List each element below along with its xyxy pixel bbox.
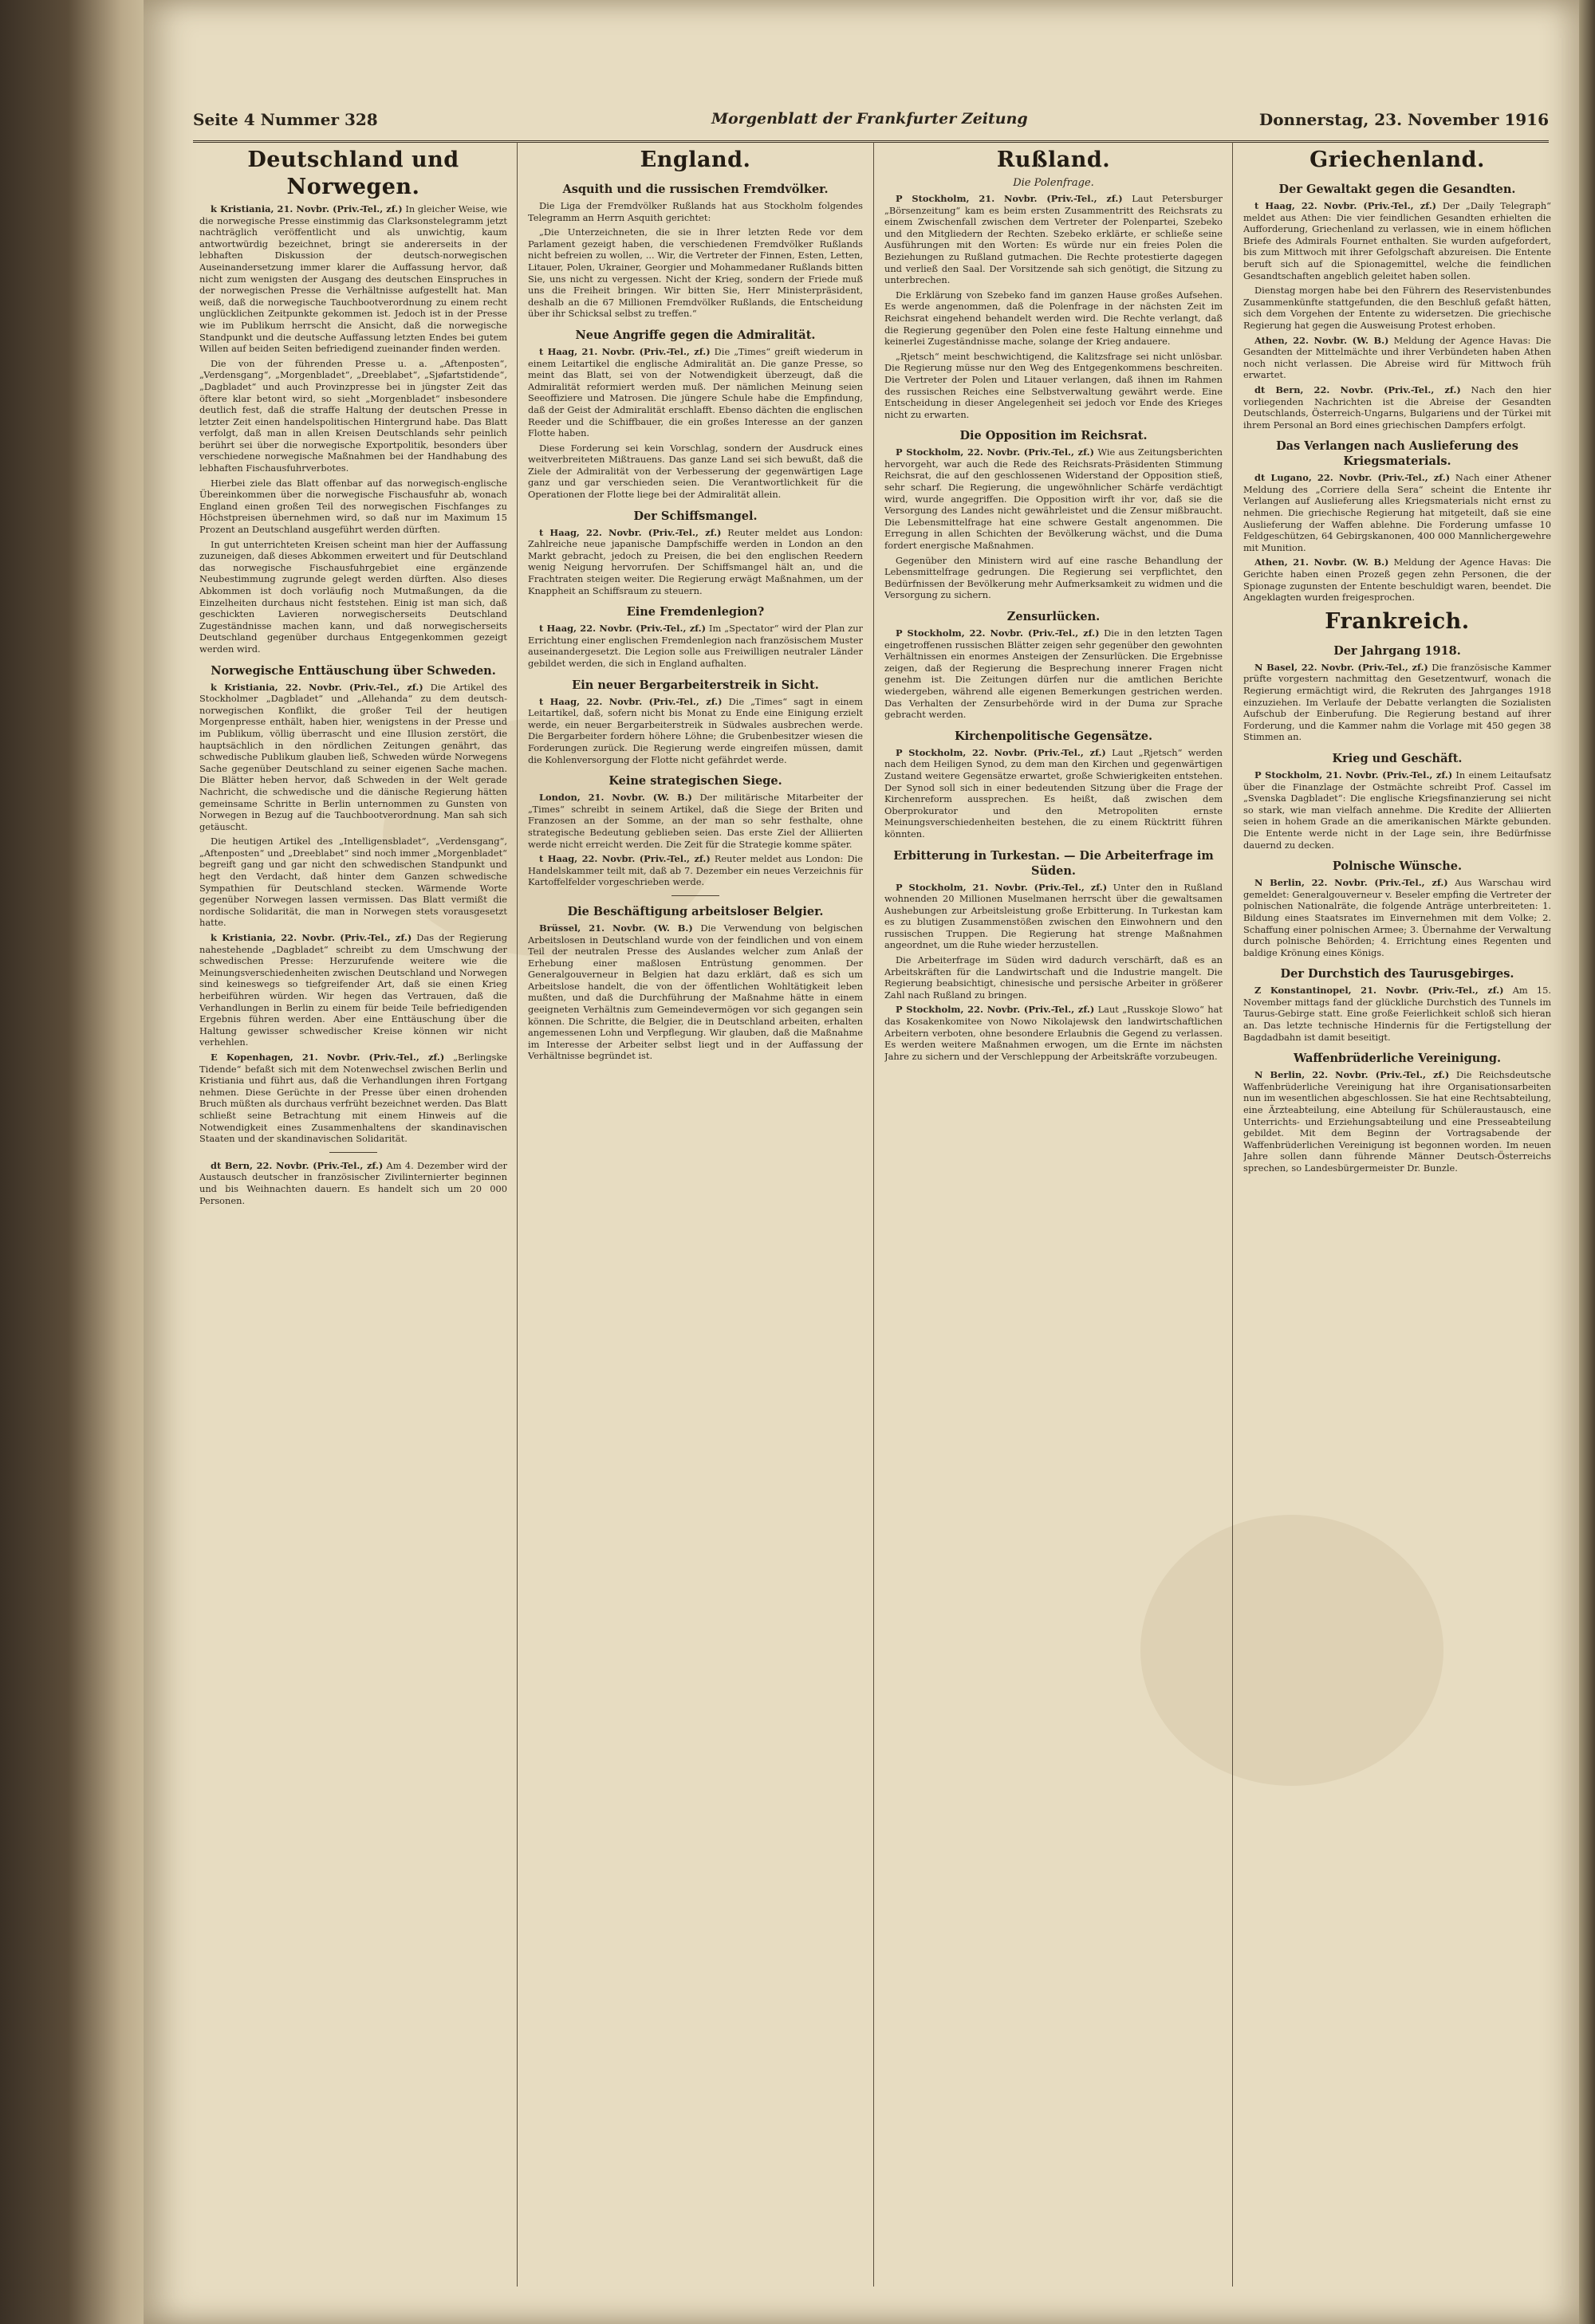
dateline: k Kristiania, 21. Novbr. (Priv.-Tel., zf.) [211, 203, 403, 214]
article-paragraph: „Rjetsch“ meint beschwichtigend, die Kalitzsfrage sei nicht unlösbar. Die Regierung müsse nur den Weg des Entgegenkommens beschreiten. Die Vertreter der Polen und Litauer verlangen, daß ihnen im Rahmen des russischen Reiches eine Selbstverwaltung gewährt werde. Eine Entscheidung in dieser Angelegenheit sei jedoch vor Ende des Krieges nicht zu erwarten. [884, 350, 1223, 420]
article-paragraph: Die von der führenden Presse u. a. „Aftenposten“, „Verdensgang“, „Morgenbladet“, „Dreeblabet“, „Sjøfartstidende“, „Dagbladet“ und auch Provinzpresse bei in jüngster Zeit das öftere klar betont wird, so sieht „Morgenbladet“ insbesondere deutlich fest, daß die straffe Haltung der deutschen Presse in letzter Zeit einen handelspolitischen Hintergrund habe. Das Blatt verfolgt, daß man in allen Kreisen Deutschlands sehr peinlich berührt sei über die norwegische Exportpolitik, besonders über verschiedene norwegische Maßnahmen bei der Handhabung des lebhaften Fischausfuhrverbotes. [199, 357, 507, 474]
article-text: Reuter meldet aus London: Die Handelskammer teilt mit, daß ab 7. Dezember ein neues Verzeichnis für Kartoffelfelder vorgeschrieben werde. [528, 853, 863, 888]
newspaper-name: Morgenblatt der Frankfurter Zeitung [711, 110, 1028, 128]
article-paragraph [199, 932, 507, 1048]
column-1 [199, 142, 507, 2295]
article-paragraph [884, 882, 1223, 952]
column-rule [1232, 142, 1233, 2287]
article-paragraph: Dienstag morgen habe bei den Führern des Reservistenbundes Zusammenkünfte stattgefunden, die den Beschluß gefaßt hätten, sich dem Vorgehen der Entente zu widersetzen. Die griechische Regierung hat gegen die Ausweisung Protest erhoben. [1243, 285, 1551, 331]
article-paragraph [528, 527, 863, 597]
dateline: P Stockholm, 21. Novbr. (Priv.-Tel., zf.) [896, 881, 1108, 893]
dateline: N Basel, 22. Novbr. (Priv.-Tel., zf.) [1254, 661, 1428, 673]
article-text: Laut Petersburger „Börsenzeitung“ kam es beim ersten Zusammentritt des Reichsrats zu einem Zwischenfall zwischen dem Vertreter der Polenpartei, Szebeko und den Mitgliedern der Rechten. Szebeko erklärte, er schließe seine Ausführungen mit den Worten: Es würde nur ein freies Polen die Beziehungen zu Rußland gutmachen. Die Rechte protestierte dagegen und verließ den Saal. Der Vorsitzende sah sich genötigt, die Sitzung zu unterbrechen. [884, 193, 1223, 286]
subheadline-enttaeuschung: Norwegische Enttäuschung über Schweden. [211, 663, 496, 678]
article-text: Das der Regierung nahestehende „Dagbladet“ schreibt zu dem Umschwung der schwedischen Presse: Herzurufende weitere wie die Meinungsverschiedenheiten zwischen Deutschland und Norwegen sind keineswegs so tiefgreifender Art, daß sie einen Krieg herbeiführen würden. Wir hegen das Vertrauen, daß die Verhandlungen in Berlin zu einem für beide Teile befriedigenden Ergebnis führen werden. Aber eine Enttäuschung über die Haltung gewisser schwedischer Kreise können wir nicht verhehlen. [199, 932, 507, 1048]
issue-date: Donnerstag, 23. November 1916 [1258, 110, 1549, 129]
page-number: Seite 4 Nummer 328 [193, 110, 378, 129]
subheadline-polnische-wuensche: Polnische Wünsche. [1332, 859, 1463, 874]
headline-deutschland-norwegen: Deutschland und Norwegen. [247, 147, 459, 199]
subheadline-waffenbrueder: Waffenbrüderliche Vereinigung. [1293, 1052, 1502, 1066]
article-paragraph: Diese Forderung sei kein Vorschlag, sondern der Ausdruck eines weitverbreiteten Mißtrauens. Das ganze Land sei sich bewußt, daß die Ziele der Admiralität von der Verbesserung der gegenwärtigen Lage ganz und gar verschieden seien. Die Verantwortlichkeit für die Operationen der Flotte liege bei der Admiralität allein. [528, 442, 863, 501]
article-paragraph [1243, 472, 1551, 553]
article-paragraph [1243, 556, 1551, 603]
article-text: Am 15. November mittags fand der glückliche Durchstich des Tunnels im Taurus-Gebirge statt. Eine große Feierlichkeit schloß sich hieran an. Das letzte technische Hindernis für die Fertigstellung der Bagdadbahn ist damit beseitigt. [1243, 985, 1551, 1043]
article-paragraph [528, 623, 863, 669]
article-text: Laut „Rjetsch“ werden nach dem Heiligen Synod, zu dem man den Kirchen und gegenwärtigen Zustand weitere Gegensätze erwartet, große Schwierigkeiten entstehen. Der Synod soll sich in einer bedeutenden Sitzung über die Frage der Kirchenreform aussprechen. Es heißt, daß zwischen dem Oberprokurator und den Metropoliten ernste Meinungsverschiedenheiten bestehen, die zu einem Rücktritt führen könnten. [884, 746, 1223, 840]
dateline: Brüssel, 21. Novbr. (W. B.) [539, 922, 693, 934]
column-rule [517, 142, 518, 2287]
article-paragraph [1243, 985, 1551, 1043]
article-paragraph [199, 682, 507, 833]
headline-griechenland: Griechenland. [1309, 147, 1485, 172]
subheadline-turkestan: Erbitterung in Turkestan. — Die Arbeiterfrage im Süden. [893, 848, 1214, 878]
dateline: N Berlin, 22. Novbr. (Priv.-Tel., zf.) [1254, 1069, 1450, 1081]
headline-frankreich: Frankreich. [1325, 608, 1470, 634]
article-paragraph [884, 193, 1223, 286]
subheadline-jahrgang: Der Jahrgang 1918. [1333, 643, 1461, 658]
separator [329, 1152, 377, 1153]
dateline: t Haag, 21. Novbr. (Priv.-Tel., zf.) [539, 345, 711, 357]
dateline: k Kristiania, 22. Novbr. (Priv.-Tel., zf.) [211, 681, 423, 693]
dateline: k Kristiania, 22. Novbr. (Priv.-Tel., zf.) [211, 932, 412, 944]
column-4 [1243, 142, 1551, 2295]
subheadline-asquith: Asquith und die russischen Fremdvölker. [562, 183, 829, 196]
dateline: t Haag, 22. Novbr. (Priv.-Tel., zf.) [539, 623, 707, 635]
article-paragraph [1243, 877, 1551, 958]
dateline: t Haag, 22. Novbr. (Priv.-Tel., zf.) [539, 526, 722, 538]
dateline: t Haag, 22. Novbr. (Priv.-Tel., zf.) [1254, 200, 1437, 211]
subheadline-admiralitaet: Neue Angriffe gegen die Admiralität. [575, 328, 816, 342]
dateline: t Haag, 22. Novbr. (Priv.-Tel., zf.) [539, 695, 723, 707]
subheadline-krieg-geschaeft: Krieg und Geschäft. [1332, 751, 1463, 765]
article-paragraph: Gegenüber den Ministern wird auf eine rasche Behandlung der Lebensmittelfrage gedrungen. Die Regierung sei verpflichtet, den Bedürfnissen der Bevölkerung mehr Aufmerksamkeit zu widmen und die Versorgung zu sichern. [884, 554, 1223, 601]
article-paragraph: Die heutigen Artikel des „Intelligensbladet“, „Verdensgang“, „Aftenposten“ und „Dreeblabet“ sind noch immer „Morgenbladet“ begreift gang und gar nicht den schwedischen Standpunkt und hegt den Verdacht, daß hinter dem Ganzen schwedische Sympathien für Deutschland stecken. Wärmende Worte gegenüber Norwegen lassen vermissen. Das Blatt vermißt die nordische Solidarität, die man in Norwegen stets vorausgesetzt hatte. [199, 836, 507, 929]
book-binding-edge [0, 0, 152, 2324]
separator [671, 895, 719, 896]
article-text: Die französische Kammer prüfte vorgestern nachmittag den Gesetzentwurf, wonach die Regierung ermächtigt wird, die Rekruten des Jahrganges 1918 einzuziehen. Im Verlaufe der Debatte verlangten die Sozialisten Aufschub der Einberufung. Die Regierung bestand auf ihrer Forderung, und die Kammer nahm die Vorlage mit 450 gegen 38 Stimmen an. [1243, 661, 1551, 743]
article-text: Der „Daily Telegraph“ meldet aus Athen: Die vier feindlichen Gesandten erhielten die Aufforderung, Griechenland zu verlassen, wie in einem höflichen Briefe des Admirals Fournet enthalten. Sie wurden aufgefordert, bis zum Mittwoch mit ihrer Gefolgschaft abzureisen. Die Entente beruft sich auf die Spionagemittel, welche die feindlichen Gesandtschaften angeblich geleitet haben sollen. [1243, 200, 1551, 281]
article-text: „Berlingske Tidende“ befaßt sich mit dem Notenwechsel zwischen Berlin und Kristiania und führt aus, daß die Verhandlungen ihren Fortgang nehmen. Diese Gerüchte in der Presse über einen drohenden Bruch müßten als durchaus verfrüht bezeichnet werden. Das Blatt schließt seine Betrachtung mit einem Hinweis auf die Notwendigkeit eines Zusammenhaltens der skandinavischen Staaten und der skandinavischen Solidarität. [199, 1051, 507, 1145]
article-text: Nach den hier vorliegenden Nachrichten ist die Abreise der Gesandten Deutschlands, Österreich-Ungarns, Bulgariens und der Türkei mit ihrem Personal an Bord eines griechischen Dampfers erfolgt. [1243, 383, 1551, 431]
dateline: dt Lugano, 22. Novbr. (Priv.-Tel., zf.) [1254, 472, 1451, 484]
subheadline-bergarbeiterstreik: Ein neuer Bergarbeiterstreik in Sicht. [572, 678, 819, 692]
dateline: Athen, 21. Novbr. (W. B.) [1254, 556, 1389, 568]
article-text: Die Reichsdeutsche Waffenbrüderliche Vereinigung hat ihre Organisationsarbeiten nun im wesentlichen abgeschlossen. Sie hat eine Rechtsabteilung, eine Ärzteabteilung, eine Abteilung für Schüleraustausch, eine Unterrichts- und Erziehungsabteilung und eine Presseabteilung gebildet. Mit dem Beginn der Vortragsabende der Waffenbrüderlichen Vereinigung ist begonnen worden. Im neuen Jahre sollen dann führende Männer Deutsch-Österreichs sprechen, so Landesbürgermeister Dr. Bunzle. [1243, 1069, 1551, 1174]
article-paragraph [1243, 769, 1551, 851]
article-paragraph: Die Erklärung von Szebeko fand im ganzen Hause großes Aufsehen. Es werde angenommen, daß die Polenfrage in der nächsten Zeit im Reichsrat eingehend behandelt werden wird. Die Rechte verlangt, daß die Regierung gegenüber den Polen eine feste Haltung einnehme und keinerlei Zugeständnisse mache, solange der Krieg andauere. [884, 289, 1223, 348]
subheadline-kirchenpolitik: Kirchenpolitische Gegensätze. [954, 729, 1152, 743]
article-paragraph [528, 346, 863, 439]
subheadline-schiffsmangel: Der Schiffsmangel. [633, 509, 758, 523]
article-text: Der militärische Mitarbeiter der „Times“ schreibt in seinem Artikel, daß die Siege der Briten und Franzosen an der Somme, an der man so sehr festhalte, ohne strategische Bedeutung geblieben seien. Das erste Ziel der Alliierten werde nicht erreicht werden. Die Zeit für die Strategie komme später. [528, 792, 863, 850]
dateline: t Haag, 22. Novbr. (Priv.-Tel., zf.) [539, 853, 711, 865]
column-3 [884, 142, 1223, 2295]
article-paragraph: Die Arbeiterfrage im Süden wird dadurch verschärft, daß es an Arbeitskräften für die Landwirtschaft und die Industrie mangelt. Die Regierung beabsichtigt, chinesische und persische Arbeiter in größerer Zahl nach Rußland zu bringen. [884, 954, 1223, 1001]
subheadline-belgier: Die Beschäftigung arbeitsloser Belgier. [567, 904, 824, 918]
article-paragraph [884, 446, 1223, 551]
dateline: P Stockholm, 22. Novbr. (Priv.-Tel., zf.) [896, 746, 1106, 758]
article-text: Am 4. Dezember wird der Austausch deutscher in französischer Zivilinternierter beginnen und bis Weihnachten dauern. Es handelt sich um 20 000 Personen. [199, 1159, 507, 1206]
dateline: Athen, 22. Novbr. (W. B.) [1254, 334, 1389, 346]
article-paragraph [528, 792, 863, 850]
dateline: dt Bern, 22. Novbr. (Priv.-Tel., zf.) [1254, 383, 1461, 395]
article-paragraph: „Die Unterzeichneten, die sie in Ihrer letzten Rede vor dem Parlament gezeigt haben, die verschiedenen Fremdvölker Rußlands nicht befreien zu wollen, ... Wir, die Vertreter der Finnen, Esten, Letten, Litauer, Polen, Ukrainer, Georgier und Mohammedaner Rußlands bitten Sie, uns nicht zu vergessen. Nicht der Krieg, sondern der Friede muß uns die Freiheit bringen. Wir bitten Sie, Herr Ministerpräsident, deshalb an die 67 Millionen Fremdvölker Rußlands, die Entscheidung über ihr Schicksal selbst zu treffen.“ [528, 226, 863, 320]
article-paragraph [528, 696, 863, 766]
dateline: P Stockholm, 21. Novbr. (Priv.-Tel., zf.) [896, 193, 1123, 204]
masthead [193, 108, 1549, 143]
subheadline-fremdenlegion: Eine Fremdenlegion? [626, 605, 765, 619]
article-paragraph [199, 203, 507, 355]
article-paragraph: Die Liga der Fremdvölker Rußlands hat aus Stockholm folgendes Telegramm an Herrn Asquith gerichtet: [528, 200, 863, 223]
column-2 [528, 142, 863, 2295]
article-text: Die Artikel des Stockholmer „Dagbladet“ und „Allehanda“ zu dem deutsch-norwegischen Konflikt, die großer Teil der heutigen Morgenpresse enthält, haben hier, wenigstens in der Presse und im Publikum, völlig überrascht und eine Illusion zerstört, die hauptsächlich in den nördlichen Zeitungen genährt, das schwedische Publikum glauben ließ, Schweden würde Norwegens Sache gegenüber Deutschland zu seiner eigenen Sache machen. Die Blätter heben hervor, daß Schweden in der Welt gerade Nachricht, die schwedische und die dänische Regierung hätten gemeinsame Schritte in Berlin unternommen zu Gunsten von Norwegen in Bezug auf die Tauchbootverordnung. Man sah sich getäuscht. [199, 681, 507, 832]
article-text: In gleicher Weise, wie die norwegische Presse einstimmig das Clarksonstelegramm jetzt nachträglich veröffentlicht und als unwichtig, kaum antwortwürdig bezeichnet, bringt sie andererseits in der lebhaften Diskussion der deutsch-norwegischen Auseinandersetzung immer klarer die Auffassung hervor, daß nicht zum wenigsten der Ausgang des deutschen Einspruches in der norwegischen Presse die Verhältnisse aufgestellt hat. Man weiß, daß die norwegische Tauchbootverordnung zu einem recht unglücklichen Zeitpunkte gekommen ist. Jedoch ist in der Presse wie im Publikum herrscht die Ansicht, daß die norwegische Standpunkt und die deutsche Auffassung letzten Endes bei gutem Willen auf beiden Seiten befriedigend zueinander finden werden. [199, 203, 507, 355]
article-paragraph: In gut unterrichteten Kreisen scheint man hier der Auffassung zuzuneigen, daß dieses Abkommen erweitert und für Deutschland das norwegische Fischausfuhrgebiet eine ergänzende Neubestimmung zugrunde gelegt werden dürften. Also dieses Abkommen ist doch vorläufig noch Mutmaßungen, da die Einzelheiten durchaus nicht feststehen. Einig ist man sich, daß geschickten Lavieren norwegischerseits Deutschland Zugeständnisse machen kann, und daß norwegischerseits Deutschland gegenüber durchaus Entgegenkommen gezeigt werden wird. [199, 538, 507, 655]
article-paragraph [1243, 200, 1551, 281]
article-text: In einem Leitaufsatz über die Finanzlage der Ostmächte schreibt Prof. Cassel im „Svenska Dagbladet“: Die englische Kriegsfinanzierung sei nicht so stark, wie man vielfach annehme. Die Kredite der Alliierten seien in hohem Grade an die amerikanischen Märkte gebunden. Die Entente werde nicht in der Lage sein, ihre Bedürfnisse dauernd zu decken. [1243, 769, 1551, 851]
article-text: Nach einer Athener Meldung des „Corriere della Sera“ scheint die Entente ihr Verlangen auf Auslieferung alles Kriegsmaterials nicht ernst zu nehmen. Die griechische Regierung hat mitgeteilt, daß sie eine Auslieferung der Waffen ablehne. Die Forderung umfasse 10 Feldgeschützen, 64 Gebirgskanonen, 400 000 Mannlichergewehre mit Munition. [1243, 472, 1551, 553]
subheadline-polenfrage: Die Polenfrage. [1013, 177, 1094, 189]
dateline: London, 21. Novbr. (W. B.) [539, 792, 692, 804]
subheadline-kriegsmaterial: Das Verlangen nach Auslieferung des Kriegsmaterials. [1276, 439, 1518, 469]
article-text: Die „Times“ sagt in einem Leitartikel, daß, sofern nicht bis Monat zu Ende eine Einigung erzielt werde, ein neuer Bergarbeiterstreik in Südwales ausbrechen werde. Die Bergarbeiter fordern höhere Löhne; die Grubenbesitzer wiesen die Forderungen zurück. Die Regierung werde eingreifen müssen, damit die Kohlenversorgung der Flotte nicht gefährdet werde. [528, 695, 863, 765]
article-text: Laut „Russkoje Slowo“ hat das Kosakenkomitee von Nowo Nikolajewsk den landwirtschaftlichen Arbeitern verboten, ohne besondere Erlaubnis die Gegend zu verlassen. Es werden weitere Maßnahmen erwogen, um die Ernte im nächsten Jahre zu sichern und der Verschleppung der Arbeitskräfte vorzubeugen. [884, 1004, 1223, 1062]
article-text: Die „Times“ greift wiederum in einem Leitartikel die englische Admiralität an. Die ganze Presse, so meint das Blatt, sei von der Notwendigkeit überzeugt, daß die Admiralität reformiert werden muß. Der nämlichen Meinung seien Seeoffiziere und Matrosen. Die jüngere Schule habe die Empfindung, daß der Geist der Admiralität erschlafft. Ebenso dächten die englischen Reeder und die Schiffbauer, die ein großes Interesse an der ganzen Flotte haben. [528, 345, 863, 439]
dateline: P Stockholm, 22. Novbr. (Priv.-Tel., zf.) [896, 1004, 1095, 1016]
article-text: Reuter meldet aus London: Zahlreiche neue japanische Dampfschiffe werden in London an den Markt gebracht, jedoch zu Preisen, die bei den englischen Reedern wenig Neigung hervorrufen. Der Schiffsmangel hält an, und die Frachtraten steigen weiter. Die Regierung erwägt Maßnahmen, um der Knappheit an Schiffsraum zu steuern. [528, 526, 863, 596]
article-text: Aus Warschau wird gemeldet: Generalgouverneur v. Beseler empfing die Vertreter der polnischen Nationalräte, die folgende Anträge unterbreiteten: 1. Bildung eines Staatsrates im Einvernehmen mit dem Volke; 2. Schaffung einer polnischen Armee; 3. Übernahme der Verwaltung durch polnische Behörden; 4. Errichtung eines Regenten und baldige Krönung eines Königs. [1243, 877, 1551, 958]
subheadline-gesandte: Der Gewaltakt gegen die Gesandten. [1278, 183, 1516, 196]
article-text: Die Verwendung von belgischen Arbeitslosen in Deutschland wurde von der feindlichen und von einem Teil der neutralen Presse des Auslandes welcher zum Anlaß der Erhebung einer maßlosen Entrüstung genommen. Der Generalgouverneur in Belgien hat dazu erklärt, daß es sich um Arbeitslose handelt, die von der öffentlichen Wohltätigkeit leben mußten, und daß die Durchführung der Maßnahme hätte in einem geeigneten Verhältnis zum Gemeindevermögen vor sich gegangen sein können. Die Schritte, die Belgier, die in Deutschland arbeiten, erhalten angemessenen Lohn und Verpflegung. Wir glauben, daß die Maßnahme im Interesse der Arbeiter selbst liegt und in der Auffassung der Verhältnisse begründet ist. [528, 922, 863, 1062]
article-paragraph [1243, 384, 1551, 431]
subheadline-opposition: Die Opposition im Reichsrat. [959, 429, 1148, 443]
dateline: P Stockholm, 22. Novbr. (Priv.-Tel., zf.) [896, 627, 1100, 639]
article-paragraph [884, 747, 1223, 840]
article-text: Meldung der Agence Havas: Die Gerichte haben einen Prozeß gegen zehn Personen, die der Spionage zugunsten der Entente beschuldigt waren, beendet. Die Angeklagten wurden freigesprochen. [1243, 556, 1551, 604]
article-paragraph [199, 1160, 507, 1206]
article-text: Im „Spectator“ wird der Plan zur Errichtung einer englischen Fremdenlegion nach französischem Muster auseinandergesetzt. Die Legion solle aus Freiwilligen neutraler Länder gebildet werden, die sich in England aufhalten. [528, 623, 863, 669]
article-paragraph [1243, 662, 1551, 743]
dateline: E Kopenhagen, 21. Novbr. (Priv.-Tel., zf.) [211, 1051, 445, 1063]
article-text: Meldung der Agence Havas: Die Gesandten der Mittelmächte und ihrer Verbündeten haben Athen noch nicht verlassen. Die Abreise wird für Mittwoch früh erwartet. [1243, 334, 1551, 381]
article-text: Die in den letzten Tagen eingetroffenen russischen Blätter zeigen sehr gegenüber den gewohnten Verhältnissen ein enormes Ansteigen der Zensurlücken. Die Ergebnisse zeigen, daß der Regierung die Besprechung innerer Fragen nicht genehm ist. Die Zeitungen dürfen nur die amtlichen Berichte wiedergeben, während alle eigenen Bemerkungen gestrichen werden. Das Verhalten der Zensurbehörde wird in der Duma zur Sprache gebracht werden. [884, 627, 1223, 721]
page-right-edge [1579, 0, 1595, 2324]
dateline: P Stockholm, 22. Novbr. (Priv.-Tel., zf.) [896, 446, 1094, 458]
article-text: Unter den in Rußland wohnenden 20 Millionen Muselmanen herrscht über die gewaltsamen Aushebungen zur Arbeitsleistung große Erbitterung. In Turkestan kam es zu blutigen Zusammenstößen zwischen den Einwohnern und den russischen Truppen. Die Regierung hat strenge Maßnahmen angeordnet, um die Ruhe wieder herzustellen. [884, 881, 1223, 951]
dateline: Z Konstantinopel, 21. Novbr. (Priv.-Tel., zf.) [1254, 985, 1504, 997]
subheadline-keine-siege: Keine strategischen Siege. [608, 774, 782, 788]
article-paragraph [1243, 1069, 1551, 1174]
headline-russland: Rußland. [996, 147, 1111, 172]
subheadline-taurus: Der Durchstich des Taurusgebirges. [1280, 967, 1514, 981]
article-paragraph [528, 853, 863, 888]
article-paragraph [884, 627, 1223, 721]
headline-england: England. [640, 147, 751, 172]
column-rule [873, 142, 874, 2287]
article-paragraph: Hierbei ziele das Blatt offenbar auf das norwegisch-englische Übereinkommen über die norwegische Fischausfuhr ab, wonach England einen großen Teil des norwegischen Fischfanges zu Höchstpreisen übernehmen wird, so daß nur im Maximum 15 Prozent an Deutschland ausgeführt werden dürften. [199, 477, 507, 536]
article-paragraph [199, 1052, 507, 1145]
dateline: N Berlin, 22. Novbr. (Priv.-Tel., zf.) [1254, 877, 1448, 889]
dateline: dt Bern, 22. Novbr. (Priv.-Tel., zf.) [211, 1159, 384, 1171]
dateline: P Stockholm, 21. Novbr. (Priv.-Tel., zf.) [1254, 769, 1453, 781]
article-paragraph [1243, 335, 1551, 381]
subheadline-zensurluecken: Zensurlücken. [1006, 610, 1101, 623]
article-text: Wie aus Zeitungsberichten hervorgeht, war auch die Rede des Reichsrats-Präsidenten Stimmung Reichsrat, die auf den geschlossenen Widerstand der Opposition stieß, sehr scharf. Die Regierung, die ungewöhnlicher Schärfe verdächtigt wird, wurde angegriffen. Die Opposition wirft ihr vor, daß sie die Versorgung des Landes nicht gewährleistet und die Zensur mißbraucht. Die Lebensmittelfrage hat eine schwere Gestalt angenommen. Die Erregung in allen Schichten der Bevölkerung wächst, und die Duma fordert energische Maßnahmen. [884, 446, 1223, 552]
article-paragraph [528, 922, 863, 1062]
article-paragraph [884, 1004, 1223, 1062]
